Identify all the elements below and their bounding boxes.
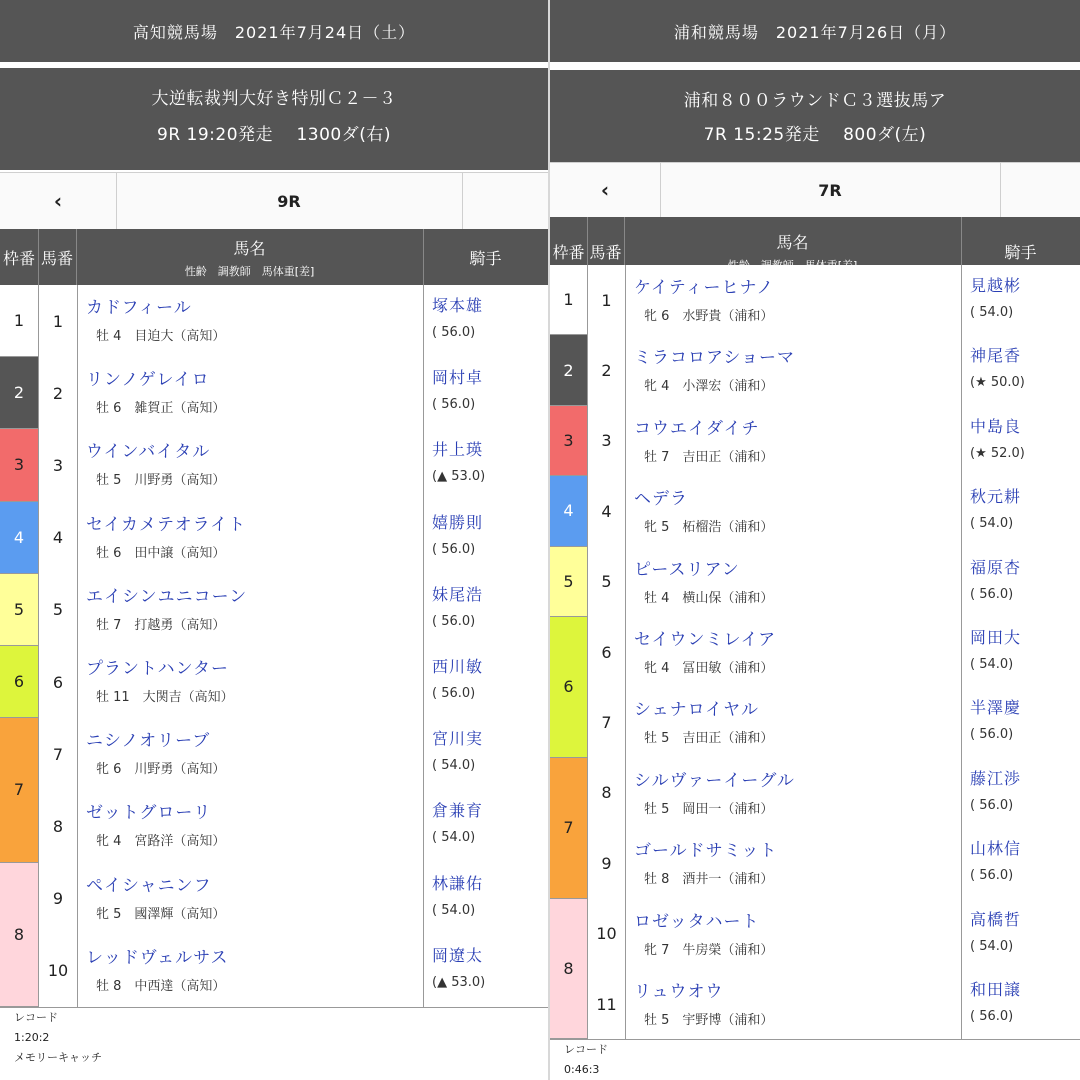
frame-number: 3 [0, 429, 38, 501]
table-row[interactable] [0, 718, 548, 791]
footer-line: レコード [564, 1043, 608, 1056]
horse-name-link[interactable]: ニシノオリーブ [86, 731, 211, 752]
race-header [0, 68, 548, 170]
horse-info: 牡 4 目迫大（高知） [96, 329, 226, 344]
venue-date-header: 高知競馬場 2021年7月24日（土） [0, 0, 548, 62]
horse-number: 8 [587, 758, 626, 828]
horse-name-link[interactable]: シェナロイヤル [634, 700, 759, 721]
horse-name-link[interactable]: セイカメテオライト [86, 514, 247, 535]
jockey-name-link[interactable]: 福原杏 [970, 557, 1022, 577]
current-race-selector[interactable] [116, 173, 463, 229]
horse-name-cell [76, 646, 424, 718]
jockey-cell [961, 335, 1080, 405]
jockey-weight: (▲ 53.0) [432, 974, 486, 990]
race-nav-bar [0, 172, 548, 230]
table-row[interactable] [550, 758, 1080, 829]
jockey-cell [423, 790, 548, 862]
current-race-selector[interactable] [660, 163, 1001, 217]
jockey-cell [961, 406, 1080, 476]
jockey-cell [423, 718, 548, 790]
jockey-name-link[interactable]: 井上瑛 [432, 440, 484, 460]
horse-info: 牡 6 雑賀正（高知） [96, 401, 226, 417]
horse-name-link[interactable]: ピースリアン [634, 559, 740, 580]
frame-number: 2 [550, 335, 587, 405]
horse-number: 5 [38, 574, 78, 646]
footer-line: 1:20:2 [14, 1031, 50, 1044]
horse-name-link[interactable]: リュウオウ [634, 982, 724, 1002]
jockey-name-link[interactable]: 岡田大 [970, 628, 1022, 647]
horse-number: 9 [587, 828, 626, 898]
jockey-cell [423, 502, 548, 574]
horse-name-cell [624, 758, 962, 828]
frame-number: 8 [0, 863, 38, 1007]
jockey-name-link[interactable]: 林謙佑 [432, 873, 484, 893]
horse-info: 牡 8 中西達（高知） [96, 978, 226, 994]
jockey-cell [961, 547, 1080, 617]
horse-info: 牝 6 水野貴（浦和） [644, 309, 774, 324]
horse-name-cell [624, 687, 962, 757]
jockey-weight: (▲ 53.0) [432, 469, 486, 485]
header-name-sub: 性齢 調教師 馬体重[差] [184, 264, 315, 278]
horse-name-cell [624, 265, 962, 335]
jockey-weight: ( 56.0) [432, 397, 476, 413]
jockey-name-link[interactable]: 高橋哲 [970, 909, 1022, 929]
jockey-cell [423, 935, 548, 1007]
horse-name-cell [76, 357, 424, 429]
horse-name-link[interactable]: リンノゲレイロ [86, 370, 210, 391]
horse-name-cell [76, 718, 424, 790]
jockey-name-link[interactable]: 岡遼太 [432, 945, 484, 965]
record-footer [14, 1008, 102, 1068]
footer-line: レコード [14, 1011, 58, 1024]
prev-race-button[interactable] [550, 163, 661, 217]
horse-name-link[interactable]: ペイシャニンフ [86, 875, 212, 896]
jockey-name-link[interactable]: 倉兼育 [432, 801, 484, 821]
header-umaban-label: 馬番 [589, 242, 622, 262]
jockey-weight: ( 56.0) [970, 797, 1014, 813]
horse-name-link[interactable]: ゼットグローリ [86, 803, 212, 824]
table-row[interactable] [550, 617, 1080, 688]
race-name: 浦和８００ラウンドＣ３選抜馬ア [683, 91, 947, 111]
race-header [550, 70, 1080, 162]
horse-info: 牝 5 國澤輝（高知） [96, 906, 226, 922]
header-umaban [38, 229, 77, 285]
table-row[interactable] [0, 790, 548, 863]
jockey-cell [423, 285, 548, 357]
race-nav-bar [550, 162, 1080, 218]
frame-number: 1 [0, 285, 38, 357]
chevron-left-icon: ‹ [53, 189, 63, 213]
jockey-name-link[interactable]: 見越彬 [970, 276, 1022, 295]
race-number-label: 9R [277, 191, 301, 211]
frame-number: 1 [550, 265, 587, 335]
horse-name-cell [76, 935, 424, 1007]
frame-number: 5 [550, 547, 587, 617]
jockey-weight: ( 56.0) [432, 686, 476, 701]
header-umaban-label: 馬番 [40, 248, 73, 268]
horse-number: 10 [38, 935, 78, 1007]
table-row[interactable] [550, 687, 1080, 758]
horse-name-cell [624, 828, 962, 898]
horse-info: 牡 8 酒井一（浦和） [644, 872, 774, 888]
footer-line: 0:46:3 [564, 1063, 600, 1076]
table-row[interactable] [0, 935, 548, 1008]
jockey-cell [423, 863, 548, 935]
table-row[interactable] [550, 547, 1080, 618]
jockey-weight: (★ 50.0) [970, 375, 1025, 391]
horse-name-link[interactable]: レッドヴェルサス [86, 947, 229, 968]
horse-number: 4 [587, 476, 626, 546]
table-row[interactable] [0, 574, 548, 647]
jockey-name-link[interactable]: 藤江渉 [970, 768, 1022, 788]
jockey-name-link[interactable]: 妹尾浩 [432, 584, 484, 604]
chevron-left-icon: ‹ [600, 178, 610, 202]
jockey-name-link[interactable]: 半澤慶 [970, 698, 1022, 718]
frame-number: 5 [0, 574, 38, 646]
table-row[interactable] [550, 335, 1080, 406]
jockey-weight: ( 54.0) [970, 938, 1014, 954]
jockey-name-link[interactable]: 岡村卓 [432, 368, 484, 388]
horse-name-link[interactable]: エイシンユニコーン [86, 586, 248, 607]
horse-number: 6 [38, 646, 78, 718]
jockey-weight: ( 56.0) [970, 586, 1014, 602]
jockey-name-link[interactable]: 嬉勝則 [432, 512, 484, 532]
horse-number: 7 [587, 687, 626, 757]
frame-number: 8 [550, 899, 587, 1040]
table-row[interactable] [550, 969, 1080, 1040]
horse-name-link[interactable]: ヘデラ [634, 489, 688, 510]
header-jockey-label: 騎手 [469, 248, 502, 268]
table-row[interactable] [0, 646, 548, 719]
horse-name-link[interactable]: ゴールドサミット [634, 841, 778, 862]
table-row[interactable] [0, 285, 548, 358]
jockey-cell [961, 617, 1080, 687]
jockey-cell [961, 265, 1080, 335]
horse-number: 7 [38, 718, 78, 790]
prev-race-button[interactable] [0, 173, 117, 229]
frame-number: 4 [550, 476, 587, 546]
table-row[interactable] [0, 502, 548, 575]
frame-number: 6 [550, 617, 587, 758]
right-race-panel [550, 0, 1080, 1080]
jockey-name-link[interactable]: 宮川実 [432, 729, 484, 749]
horse-name-cell [624, 969, 962, 1039]
jockey-name-link[interactable]: 山林信 [970, 839, 1022, 859]
header-name-main: 馬名 [233, 238, 266, 258]
horse-name-link[interactable]: セイウンミレイア [634, 630, 777, 650]
header-name-main: 馬名 [776, 232, 809, 252]
jockey-cell [961, 758, 1080, 828]
horse-info: 牝 4 小澤宏（浦和） [644, 379, 774, 395]
horse-number: 11 [587, 969, 626, 1039]
jockey-cell [423, 574, 548, 646]
header-waku-label: 枠番 [2, 248, 35, 268]
table-row[interactable] [550, 899, 1080, 970]
horse-name-cell [624, 547, 962, 617]
jockey-weight: ( 54.0) [432, 902, 476, 918]
horse-info: 牡 5 川野勇（高知） [96, 473, 226, 489]
frame-number: 2 [0, 357, 38, 429]
frame-number: 3 [550, 406, 587, 476]
jockey-cell [423, 357, 548, 429]
horse-info: 牝 7 牛房榮（浦和） [644, 942, 774, 958]
table-row[interactable] [550, 476, 1080, 547]
jockey-cell [961, 687, 1080, 757]
table-row[interactable] [550, 265, 1080, 336]
jockey-cell [423, 429, 548, 501]
horse-info: 牝 5 柘榴浩（浦和） [644, 520, 774, 536]
horse-name-link[interactable]: ウインバイタル [86, 442, 211, 463]
horse-info: 牝 6 川野勇（高知） [96, 762, 226, 778]
jockey-cell [423, 646, 548, 718]
horse-name-cell [624, 476, 962, 546]
horse-info: 牝 4 冨田敏（浦和） [644, 661, 774, 676]
horse-name-cell [76, 502, 424, 574]
horse-name-link[interactable]: ケイティーヒナノ [634, 278, 775, 298]
horse-name-cell [624, 617, 962, 687]
horse-info: 牡 6 田中譲（高知） [96, 545, 226, 561]
horse-name-cell [624, 406, 962, 476]
frame-number: 7 [550, 758, 587, 899]
horse-number: 6 [587, 617, 626, 687]
jockey-name-link[interactable]: 秋元耕 [970, 487, 1022, 507]
jockey-weight: ( 56.0) [432, 613, 476, 629]
horse-number: 3 [38, 429, 78, 501]
horse-name-link[interactable]: ロゼッタハート [634, 911, 760, 932]
jockey-cell [961, 828, 1080, 898]
horse-number: 1 [38, 285, 78, 357]
header-waku-label: 枠番 [552, 242, 585, 262]
horse-info: 牡 11 大関吉（高知） [96, 690, 234, 705]
jockey-weight: ( 54.0) [432, 758, 476, 774]
horse-name-cell [76, 285, 424, 357]
race-info: 9R 19:20発走 1300ダ(右) [157, 125, 391, 145]
table-row[interactable] [0, 429, 548, 502]
jockey-weight: ( 56.0) [432, 325, 476, 340]
race-info: 7R 15:25発走 800ダ(左) [703, 125, 927, 145]
horse-name-link[interactable]: カドフィール [86, 298, 192, 318]
horse-number: 8 [38, 790, 78, 862]
horse-info: 牡 5 吉田正（浦和） [644, 731, 774, 747]
jockey-weight: ( 56.0) [970, 868, 1014, 884]
race-name: 大逆転裁判大好き特別Ｃ２－３ [151, 89, 397, 109]
race-number-label: 7R [818, 180, 842, 200]
table-row[interactable] [550, 828, 1080, 899]
horse-name-link[interactable]: ミラコロアショーマ [634, 348, 795, 369]
horse-info: 牡 7 吉田正（浦和） [644, 449, 774, 465]
table-row[interactable] [0, 357, 548, 430]
table-row[interactable] [0, 863, 548, 936]
horse-name-link[interactable]: コウエイダイチ [634, 418, 760, 439]
horse-number: 5 [587, 547, 626, 617]
horse-info: 牡 4 横山保（浦和） [644, 590, 774, 606]
record-footer [564, 1040, 608, 1080]
horse-number: 2 [38, 357, 78, 429]
horse-name-link[interactable]: シルヴァーイーグル [634, 770, 795, 791]
table-row[interactable] [550, 406, 1080, 477]
jockey-cell [961, 969, 1080, 1039]
jockey-name-link[interactable]: 塚本雄 [432, 296, 484, 315]
horse-name-cell [76, 863, 424, 935]
horse-number: 1 [587, 265, 626, 335]
header-horse-name [76, 229, 424, 285]
horse-number: 3 [587, 406, 626, 476]
jockey-name-link[interactable]: 中島良 [970, 416, 1022, 436]
horse-name-cell [624, 899, 962, 969]
horse-number: 2 [587, 335, 626, 405]
header-jockey-label: 騎手 [1004, 242, 1037, 262]
jockey-weight: (★ 52.0) [970, 445, 1025, 461]
frame-number: 6 [0, 646, 38, 718]
horse-name-link[interactable]: プラントハンター [86, 659, 229, 679]
jockey-cell [961, 476, 1080, 546]
horse-name-cell [76, 790, 424, 862]
horse-number: 9 [38, 863, 78, 935]
table-header [0, 229, 548, 285]
venue-date-header: 浦和競馬場 2021年7月26日（月） [550, 0, 1080, 62]
horse-info: 牡 5 宇野博（浦和） [644, 1013, 774, 1028]
horse-name-cell [76, 429, 424, 501]
header-waku [0, 229, 39, 285]
header-jockey [423, 229, 548, 285]
frame-number: 7 [0, 718, 38, 862]
footer-line: メモリーキャッチ [14, 1051, 102, 1064]
jockey-name-link[interactable]: 和田譲 [970, 980, 1022, 999]
horse-number: 10 [587, 899, 626, 969]
horse-info: 牡 5 岡田一（浦和） [644, 801, 774, 817]
frame-number: 4 [0, 502, 38, 574]
horse-info: 牝 4 宮路洋（高知） [96, 834, 226, 850]
horse-number: 4 [38, 502, 78, 574]
jockey-weight: ( 56.0) [970, 727, 1014, 743]
jockey-name-link[interactable]: 神尾香 [970, 346, 1022, 366]
jockey-weight: ( 56.0) [970, 1009, 1014, 1024]
jockey-cell [961, 899, 1080, 969]
horse-name-cell [76, 574, 424, 646]
horse-info: 牡 7 打越勇（高知） [96, 617, 226, 633]
jockey-weight: ( 54.0) [432, 830, 476, 846]
jockey-weight: ( 54.0) [970, 516, 1014, 532]
horse-name-cell [624, 335, 962, 405]
jockey-weight: ( 54.0) [970, 305, 1014, 320]
jockey-weight: ( 56.0) [432, 541, 476, 557]
jockey-name-link[interactable]: 西川敏 [432, 657, 484, 676]
next-race-button[interactable] [1000, 163, 1080, 217]
jockey-weight: ( 54.0) [970, 657, 1014, 672]
next-race-button[interactable] [462, 173, 548, 229]
